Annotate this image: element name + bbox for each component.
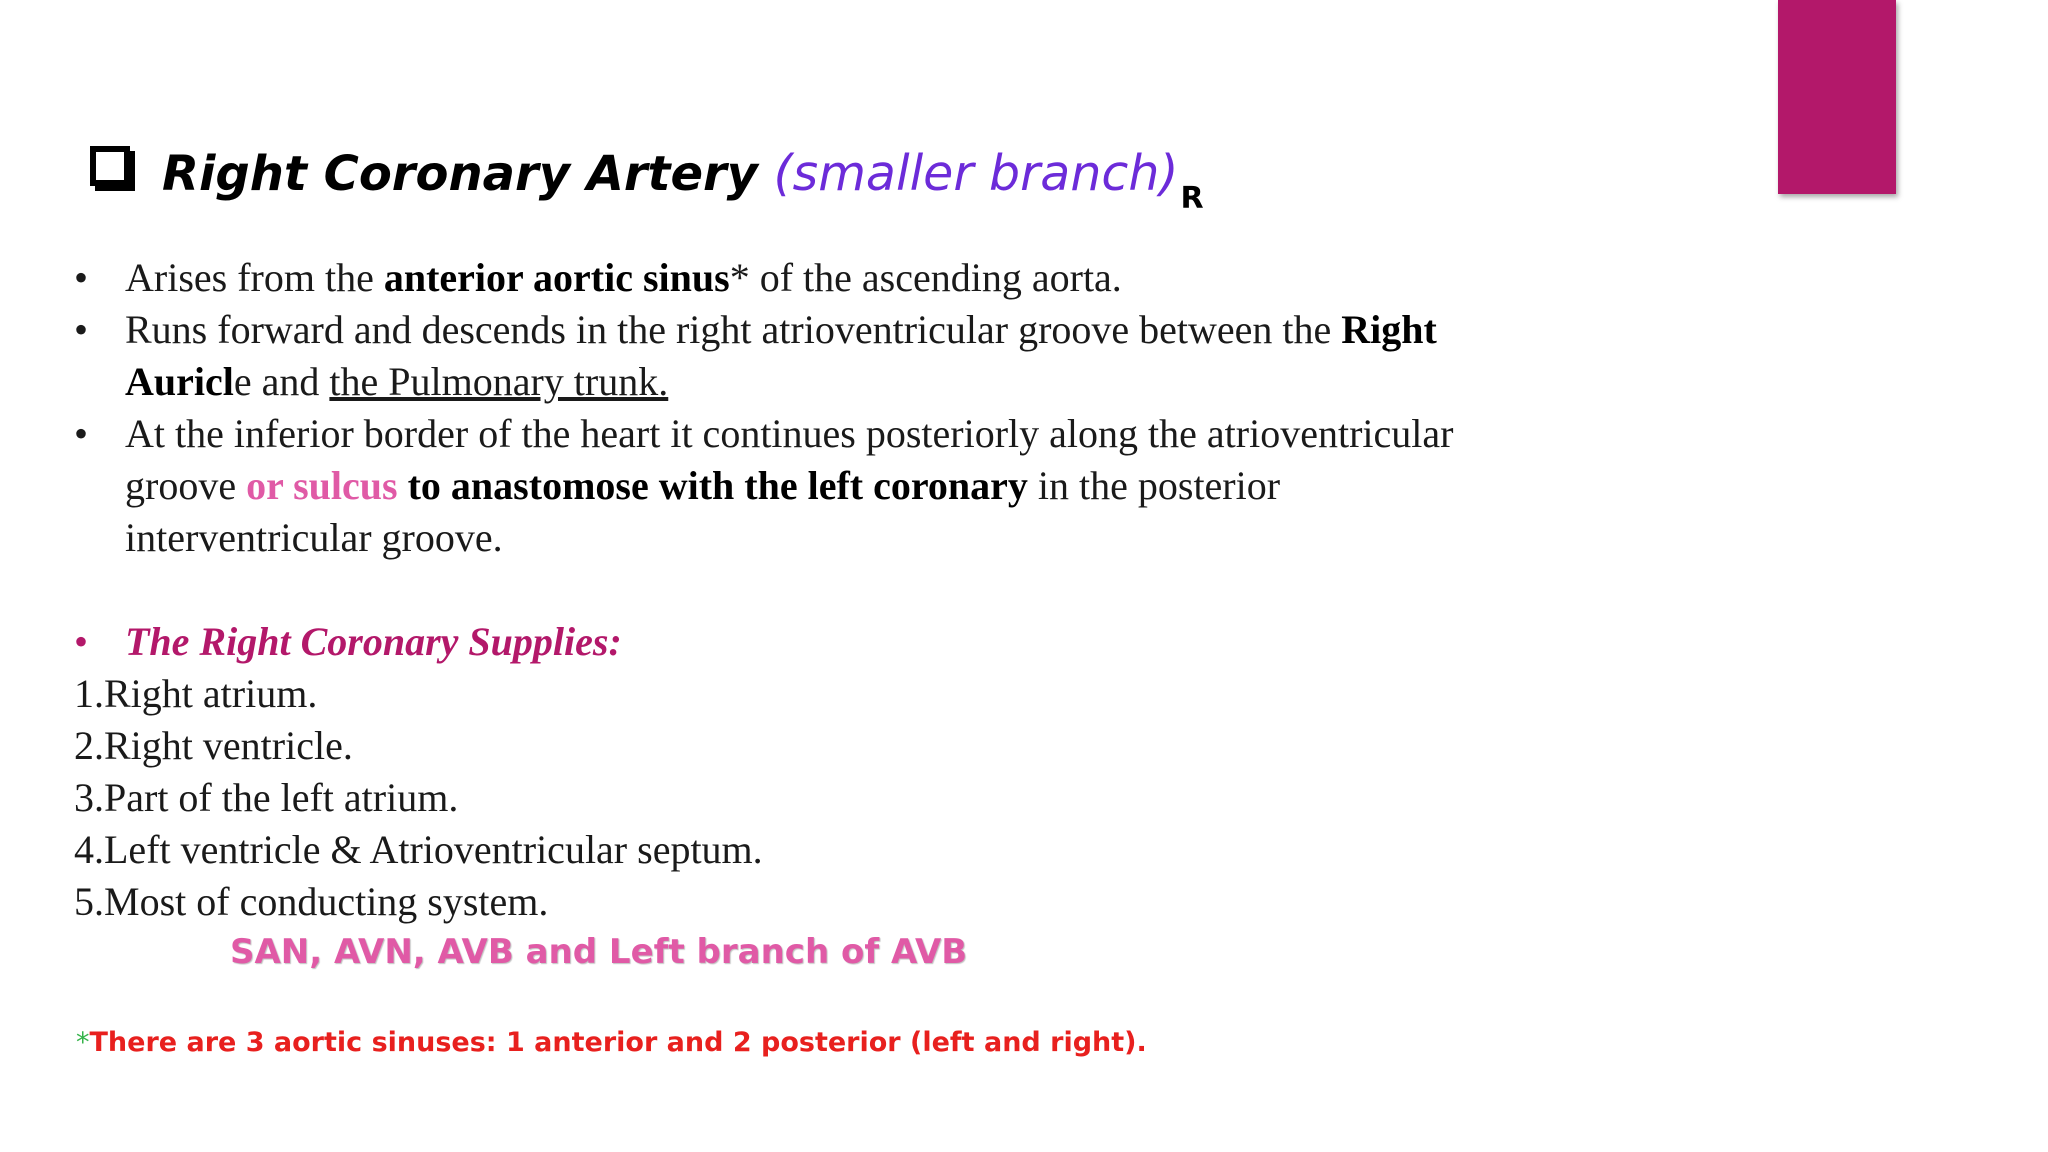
footnote-star: * [76,1027,90,1058]
bullet-1-post: * of the ascending aorta. [729,255,1122,300]
bullet-dot: • [74,619,89,664]
bullet-2-line-2 [125,356,668,408]
conducting-detail: SAN, AVN, AVB and Left branch of AVB [230,932,968,972]
accent-bar [1778,0,1896,194]
bullet-2-bold: Right [1341,307,1437,352]
title-suffix: R [1180,181,1204,216]
bullet-3-bold: to anastomose with the left coronary [397,463,1028,508]
bullet-1-text: Arises from the [125,255,384,300]
bullet-2-underline: the Pulmonary trunk. [329,359,669,404]
bullet-3-post: in the posterior [1027,463,1281,508]
supplies-item: 3.Part of the left atrium. [74,775,459,820]
bullet-3-pink: or sulcus [246,463,398,508]
bullet-3-line-3: interventricular groove. [125,515,503,560]
bullet-3-pre: groove [125,463,247,508]
supplies-item: 2.Right ventricle. [74,723,353,768]
bullet-1-bold: anterior aortic sinus [383,255,730,300]
bullet-3-line-2 [125,460,1280,512]
title-sub: (smaller branch) [773,145,1179,202]
supplies-item: 4.Left ventricle & Atrioventricular septum. [74,827,763,872]
bullet-2-line-1 [125,304,1437,356]
bullet-1 [125,252,1122,304]
bullet-2-text: Runs forward and descends in the right atrioventricular groove between the [125,307,1342,352]
bullet-dot: • [74,307,89,352]
title-text [162,134,1204,221]
title-main: Right Coronary Artery [162,146,758,202]
footnote-text: There are 3 aortic sinuses: 1 anterior and 2 posterior (left and right). [89,1027,1147,1058]
supplies-title: The Right Coronary Supplies: [125,619,622,664]
footnote [76,1025,1147,1061]
supplies-item: 5.Most of conducting system. [74,879,549,924]
bullet-2-bold-2: Auricl [125,359,234,404]
bullet-dot: • [74,255,89,300]
bullet-dot: • [74,411,89,456]
supplies-item: 1.Right atrium. [74,671,318,716]
bullet-3-line-1: At the inferior border of the heart it continues posteriorly along the atrioventricular [125,411,1454,456]
checkbox-icon [90,146,130,186]
bullet-2-mid: e and [233,359,330,404]
